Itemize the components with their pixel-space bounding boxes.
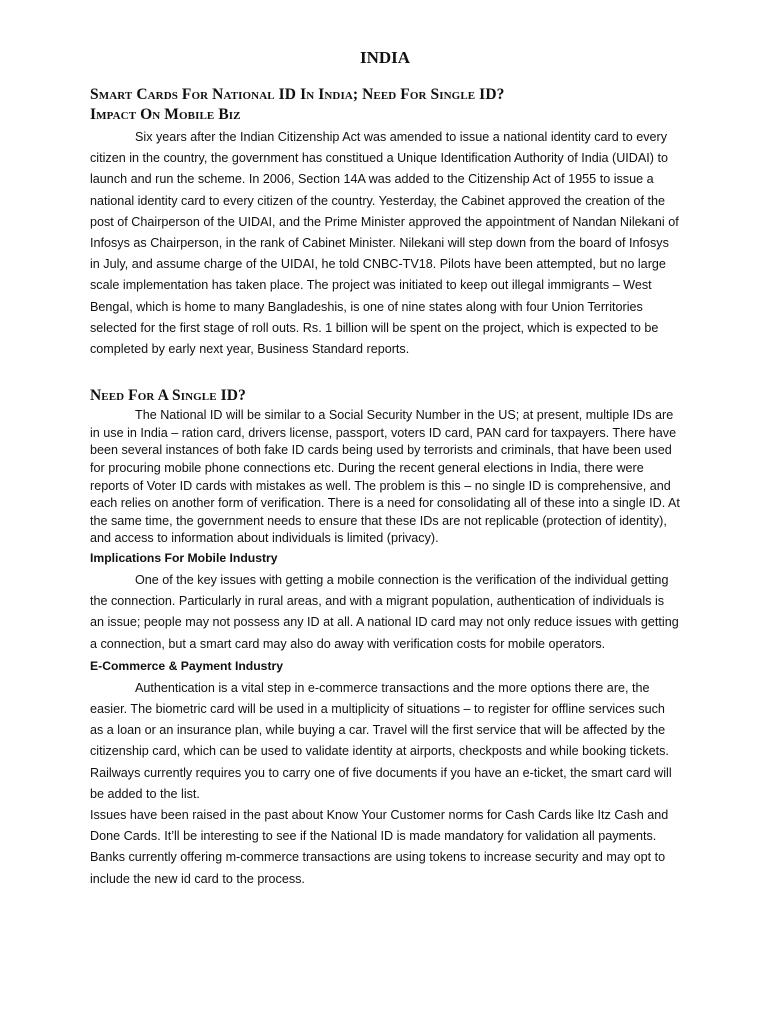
impact-heading: Impact On Mobile Biz [90,106,241,123]
mobile-industry-paragraph: One of the key issues with getting a mobile connection is the verification of the individual getting the connection. Particularly in rural areas, and with a migrant population, authentication of individuals is an issue; people may not possess any ID at all. A national ID card may not only reduce issues with getting a connection, but a smart card may also do away with verification costs for mobile operators. [90,572,679,651]
intro-paragraph: Six years after the Indian Citizenship Act was amended to issue a national identity card to every citizen in the country, the government has constitued a Unique Identification Authority of India (UIDAI) to launch and run the scheme. In 2006, Section 14A was added to the Citizenship Act of 1955 to issue a national identity card to every citizen of the country. Yesterday, the Cabinet approved the creation of the post of Chairperson of the UIDAI, and the Prime Minister approved the appointment of Nandan Nilekani of Infosys as Chairperson, in the rank of Cabinet Minister. Nilekani will step down from the board of Infosys in July, and assume charge of the UIDAI, he told CNBC-TV18. Pilots have been attempted, but no large scale implementation has taken place. The project was initiated to keep out illegal immigrants – West Bengal, which is home to many Bangladeshis, is one of nine states along with four Union Territories selected for the first stage of roll outs. Rs. 1 billion will be spent on the project, which is expected to be completed by early next year, Business Standard reports. [90,130,679,357]
mobile-industry-subheading: Implications For Mobile Industry [90,550,278,565]
main-heading: Smart Cards For National ID In India; Need For Single ID? [90,86,505,103]
ecommerce-paragraph: Authentication is a vital step in e-commerce transactions and the more options there are, the easier. The biometric card will be used in a multiplicity of situations – to register for offline services such as a loan or an insurance plan, while buying a car. Travel will the first service that will be affected by the citizenship card, which can be used to validate identity at airports, checkposts and while booking tickets. Railways currently requires you to carry one of five documents if you have an e-ticket, the smart card will be added to the list. [90,680,672,801]
kyc-paragraph: Issues have been raised in the past about Know Your Customer norms for Cash Cards like Itz Cash and Done Cards. It’ll be interesting to see if the National ID is made mandatory for validation all payments. Banks currently offering m-commerce transactions are using tokens to increase security and may opt to include the new id card to the process. [90,808,669,886]
single-id-paragraph: The National ID will be similar to a Social Security Number in the US; at present, multiple IDs are in use in India – ration card, drivers license, passport, voters ID card, PAN card for taxpayers. There have been several instances of both fake ID cards being used by terrorists and criminals, that have been used for procuring mobile phone connections etc. During the recent general elections in India, there were reports of Voter ID cards with mistakes as well. The problem is this – no single ID is comprehensive, and each relies on another form of verification. There is a need for consolidating all of these into a single ID. At the same time, the government needs to ensure that these IDs are not replicable (protection of identity), and access to information about individuals is limited (privacy). [90,408,680,546]
single-id-heading: Need For A Single ID? [90,387,246,405]
document-title: INDIA [359,48,411,67]
ecommerce-subheading: E-Commerce & Payment Industry [90,658,284,673]
